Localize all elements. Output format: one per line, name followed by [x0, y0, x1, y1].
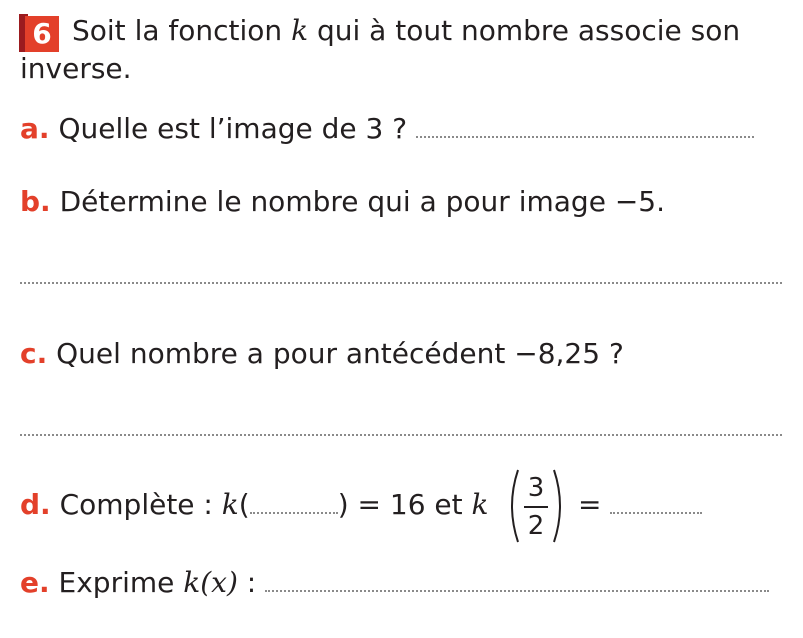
question-d-middle: ) = 16 et: [337, 488, 463, 521]
question-a-text: Quelle est l’image de 3 ?: [58, 112, 408, 145]
intro-line-2: inverse.: [20, 52, 132, 85]
question-a-label: a.: [20, 112, 50, 145]
question-d-result: [578, 488, 702, 521]
exercise-badge: [19, 14, 63, 54]
question-e: [20, 566, 769, 599]
question-c-label: c.: [20, 337, 48, 370]
intro-var: k: [291, 14, 309, 47]
right-paren-large: [554, 470, 560, 542]
answer-d2-field[interactable]: [610, 512, 702, 514]
fraction-numerator: 3: [527, 473, 545, 503]
question-a: [20, 112, 754, 145]
answer-e-field[interactable]: [265, 590, 769, 592]
question-d-equals: =: [578, 488, 602, 521]
answer-d1-field[interactable]: [250, 512, 338, 514]
answer-b-field[interactable]: [20, 282, 782, 284]
question-d-label: d.: [20, 488, 51, 521]
exercise-number: 6: [25, 16, 59, 52]
question-e-arg: (x): [200, 566, 238, 599]
question-d-open-paren: (: [238, 488, 250, 521]
question-c-text: Quel nombre a pour antécédent −8,25 ?: [56, 337, 624, 370]
question-d-func2: k: [471, 488, 489, 521]
intro-text-b: qui à tout nombre associe son: [316, 14, 741, 47]
fraction-three-halves: [508, 466, 564, 546]
question-d: [20, 488, 488, 521]
question-b-text: Détermine le nombre qui a pour image −5.: [59, 185, 665, 218]
question-e-label: e.: [20, 566, 50, 599]
answer-a-field[interactable]: [416, 136, 754, 138]
question-e-func: k: [183, 566, 201, 599]
answer-c-field[interactable]: [20, 434, 782, 436]
intro-line-1: [72, 14, 740, 47]
question-e-colon: :: [246, 566, 257, 599]
question-b-label: b.: [20, 185, 51, 218]
fraction-denominator: 2: [527, 511, 545, 541]
question-e-text: Exprime: [58, 566, 175, 599]
question-b: [20, 185, 665, 218]
left-paren-large: [512, 470, 518, 542]
intro-text-a: Soit la fonction: [72, 14, 283, 47]
question-c: [20, 337, 624, 370]
question-d-func: k: [221, 488, 239, 521]
question-d-text: Complète :: [59, 488, 213, 521]
